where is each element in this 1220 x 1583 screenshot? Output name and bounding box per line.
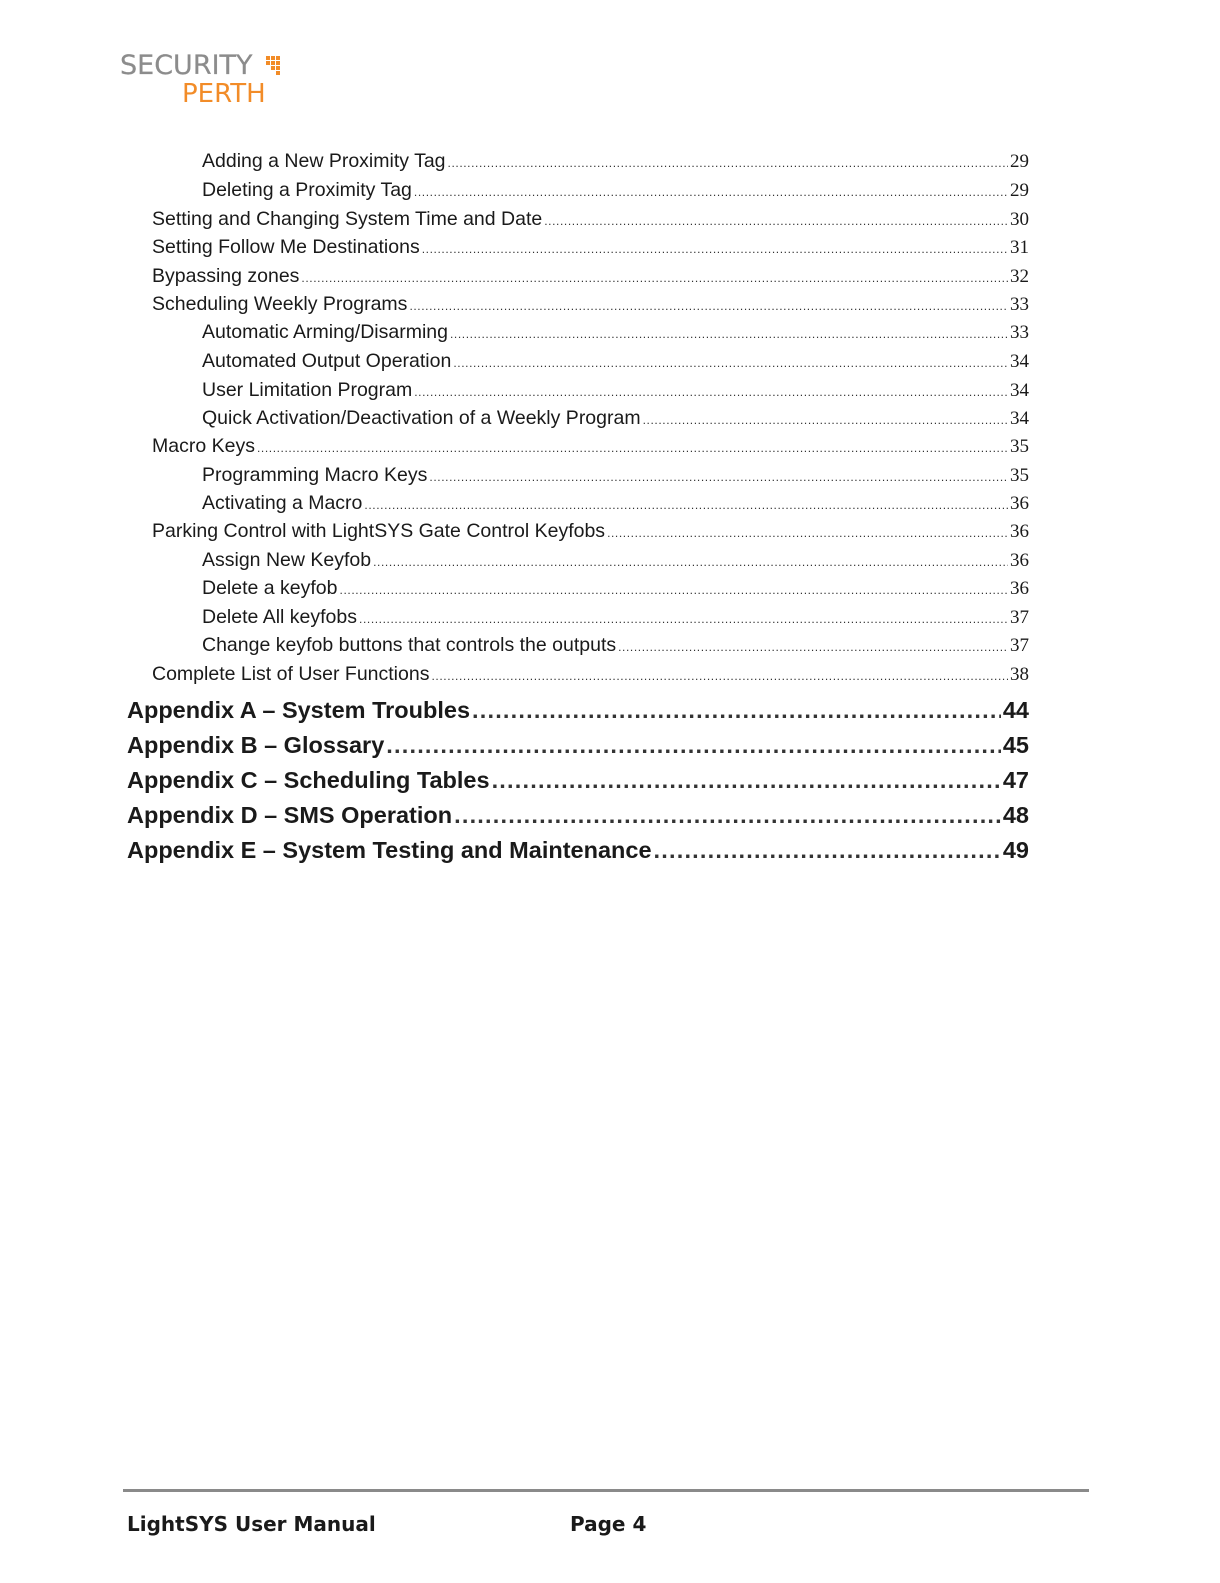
toc-leader-dots: [364, 492, 1008, 515]
toc-leader-dots: [654, 837, 1001, 864]
toc-entry-title: Appendix D – SMS Operation: [127, 802, 453, 828]
toc-entry-page: 33: [1010, 294, 1029, 315]
toc-entry[interactable]: [152, 293, 1029, 316]
toc-entry-title: Scheduling Weekly Programs: [152, 293, 408, 315]
toc-entry-title: Setting and Changing System Time and Date: [152, 208, 543, 230]
toc-entry-title: Appendix E – System Testing and Maintenance: [127, 837, 652, 863]
toc-entry[interactable]: [202, 407, 1029, 430]
toc-entry[interactable]: [202, 606, 1029, 629]
toc-appendix-entry[interactable]: [127, 837, 1029, 864]
toc-entry-page: 34: [1010, 408, 1029, 429]
toc-entry-title: Quick Activation/Deactivation of a Weekly Program: [202, 407, 641, 429]
toc-entry[interactable]: [202, 492, 1029, 515]
toc-entry-page: 29: [1010, 180, 1029, 201]
toc-entry-page: 37: [1010, 635, 1029, 656]
toc-entry-page: 37: [1010, 607, 1029, 628]
toc-entry-page: 45: [1002, 732, 1029, 758]
toc-entry[interactable]: [152, 208, 1029, 231]
toc-entry-title: Automated Output Operation: [202, 350, 452, 372]
toc-entry[interactable]: [202, 464, 1029, 487]
toc-entry-title: Appendix C – Scheduling Tables: [127, 767, 490, 793]
toc-entry-title: Appendix A – System Troubles: [127, 697, 471, 723]
toc-leader-dots: [454, 802, 1001, 829]
toc-entry-title: Bypassing zones: [152, 265, 300, 287]
toc-entry-page: 38: [1010, 664, 1029, 685]
toc-leader-dots: [359, 606, 1008, 629]
toc-entry[interactable]: [202, 634, 1029, 657]
toc-appendix-entry[interactable]: [127, 732, 1029, 759]
toc-entry-title: Parking Control with LightSYS Gate Control Keyfobs: [152, 520, 606, 542]
toc-entry[interactable]: [152, 435, 1029, 458]
toc-entry-title: User Limitation Program: [202, 379, 413, 401]
toc-entry-page: 34: [1010, 351, 1029, 372]
footer-divider: [123, 1489, 1089, 1492]
toc-entry-title: Delete All keyfobs: [202, 606, 358, 628]
toc-leader-dots: [492, 767, 1001, 794]
toc-leader-dots: [340, 577, 1008, 600]
company-logo: [120, 50, 290, 110]
toc-entry-page: 33: [1010, 322, 1029, 343]
toc-entry-title: Programming Macro Keys: [202, 464, 428, 486]
logo-text-security: SECURITY: [120, 50, 253, 81]
toc-leader-dots: [373, 549, 1008, 572]
toc-appendix-entry[interactable]: [127, 802, 1029, 829]
toc-entry-page: 44: [1002, 697, 1029, 723]
toc-leader-dots: [386, 732, 1001, 759]
toc-leader-dots: [414, 179, 1008, 202]
toc-entry[interactable]: [152, 236, 1029, 259]
toc-entry-page: 47: [1002, 767, 1029, 793]
toc-entry-page: 36: [1010, 550, 1029, 571]
toc-entry[interactable]: [202, 179, 1029, 202]
toc-leader-dots: [453, 350, 1008, 373]
toc-entry-page: 36: [1010, 578, 1029, 599]
toc-entry-page: 48: [1002, 802, 1029, 828]
toc-entry-title: Activating a Macro: [202, 492, 363, 514]
logo-grid-icon: [266, 56, 284, 76]
toc-entry-page: 29: [1010, 151, 1029, 172]
toc-leader-dots: [431, 663, 1008, 686]
toc-entry-title: Complete List of User Functions: [152, 663, 430, 685]
toc-entry[interactable]: [202, 150, 1029, 173]
toc-entry-title: Assign New Keyfob: [202, 549, 372, 571]
toc-entry-page: 35: [1010, 436, 1029, 457]
toc-entry[interactable]: [202, 577, 1029, 600]
toc-entry-title: Macro Keys: [152, 435, 255, 457]
toc-entry[interactable]: [152, 663, 1029, 686]
toc-entry-page: 32: [1010, 266, 1029, 287]
toc-leader-dots: [409, 293, 1008, 316]
toc-leader-dots: [607, 520, 1008, 543]
toc-entry-page: 31: [1010, 237, 1029, 258]
toc-entry[interactable]: [202, 549, 1029, 572]
toc-appendix-entry[interactable]: [127, 767, 1029, 794]
toc-entry-page: 49: [1002, 837, 1029, 863]
toc-leader-dots: [301, 265, 1008, 288]
toc-leader-dots: [643, 407, 1008, 430]
toc-leader-dots: [544, 208, 1008, 231]
toc-leader-dots: [422, 236, 1008, 259]
logo-text-perth: PERTH: [182, 79, 266, 109]
toc-entry-title: Change keyfob buttons that controls the outputs: [202, 634, 617, 656]
toc-entry-page: 30: [1010, 209, 1029, 230]
footer-manual-title: LightSYS User Manual: [127, 1512, 376, 1536]
toc-entry[interactable]: [202, 379, 1029, 402]
toc-entry[interactable]: [202, 350, 1029, 373]
toc-entry[interactable]: [202, 321, 1029, 344]
toc-entry-page: 34: [1010, 380, 1029, 401]
toc-leader-dots: [472, 697, 1001, 724]
toc-leader-dots: [618, 634, 1008, 657]
toc-leader-dots: [450, 321, 1008, 344]
toc-entry[interactable]: [152, 520, 1029, 543]
toc-entry-page: 36: [1010, 521, 1029, 542]
toc-entry-page: 35: [1010, 465, 1029, 486]
toc-leader-dots: [257, 435, 1008, 458]
toc-entry-title: Adding a New Proximity Tag: [202, 150, 446, 172]
footer-page-number: Page 4: [570, 1512, 647, 1536]
toc-entry-title: Automatic Arming/Disarming: [202, 321, 448, 343]
toc-leader-dots: [414, 379, 1008, 402]
toc-entry-title: Setting Follow Me Destinations: [152, 236, 420, 258]
toc-entry-title: Appendix B – Glossary: [127, 732, 385, 758]
toc-entry-title: Deleting a Proximity Tag: [202, 179, 412, 201]
toc-leader-dots: [429, 464, 1008, 487]
toc-appendix-entry[interactable]: [127, 697, 1029, 724]
toc-entry[interactable]: [152, 265, 1029, 288]
toc-leader-dots: [448, 150, 1008, 173]
toc-entry-page: 36: [1010, 493, 1029, 514]
toc-entry-title: Delete a keyfob: [202, 577, 338, 599]
